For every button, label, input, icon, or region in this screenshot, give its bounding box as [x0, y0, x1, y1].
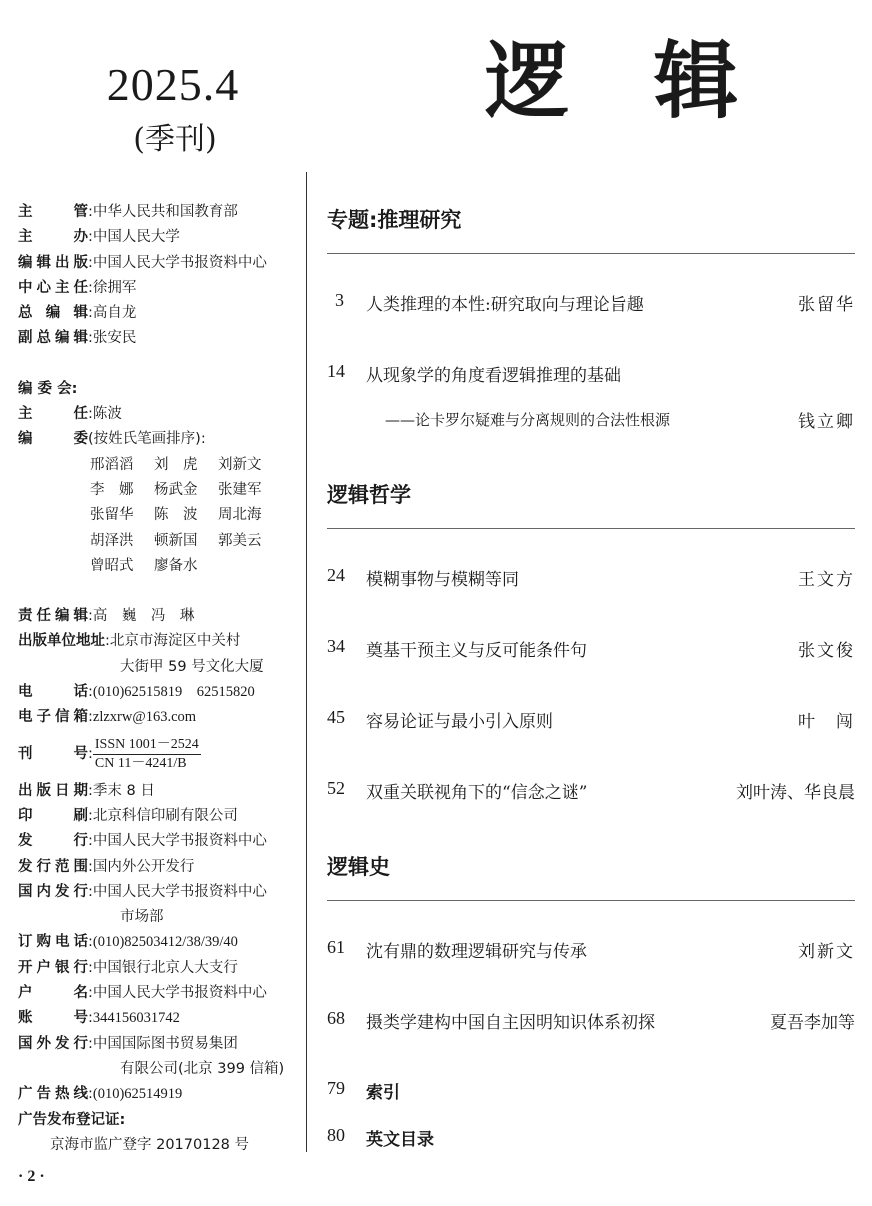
toc-page-number: 79: [327, 1078, 345, 1098]
toc-author: 刘新文: [798, 942, 855, 962]
toc-article-title: 奠基干预主义与反可能条件句: [366, 641, 587, 661]
masthead-label: 印 刷: [18, 807, 88, 824]
board-chair-row: 主 任 : 陈波: [18, 402, 303, 427]
masthead-value: 高自龙: [92, 305, 137, 322]
masthead-value-cont: 有限公司(北京 399 信箱): [120, 1060, 285, 1077]
phone: (010)62515819 62515820: [92, 684, 255, 701]
toc-page-number: 24: [327, 565, 345, 585]
masthead-value: 中国人民大学书报资料中心: [92, 985, 267, 1002]
masthead-value: (010)82503412/38/39/40: [92, 934, 238, 951]
publication-frequency: (季刊): [133, 122, 217, 157]
toc-article-subtitle: ——论卡罗尔疑难与分离规则的合法性根源: [385, 411, 671, 429]
toc-article-title: 双重关联视角下的“信念之谜”: [366, 783, 588, 803]
masthead-value: 中国国际图书贸易集团: [92, 1035, 238, 1052]
masthead-row: 副总编辑 : 张安民: [18, 326, 303, 351]
board-member: 周北海: [218, 507, 262, 524]
masthead-value: 344156031742: [92, 1010, 180, 1027]
toc-entry[interactable]: [327, 937, 855, 965]
ad-phone-row: 广告热线 : (010)62514919: [18, 1082, 303, 1107]
masthead-value: 中国人民大学书报资料中心: [92, 254, 267, 271]
editorial-board-heading: 编 委 会:: [18, 380, 78, 397]
ad-phone: (010)62514919: [92, 1086, 183, 1103]
board-members-line: [90, 453, 303, 478]
toc-entry[interactable]: [327, 636, 855, 664]
toc-page-number: 68: [327, 1008, 345, 1028]
board-members-row: [18, 427, 303, 452]
masthead-value: 北京科信印刷有限公司: [92, 807, 238, 824]
board-member: 刘 虎: [154, 456, 198, 473]
board-member: 邢滔滔: [90, 456, 134, 473]
board-members-line: [90, 478, 303, 503]
toc-section-title: 逻辑哲学: [327, 483, 411, 507]
toc-author: 张留华: [798, 295, 855, 315]
board-member: 陈 波: [154, 507, 198, 524]
editors: 高 巍 冯 琳: [92, 608, 195, 625]
board-members-note: (按姓氏笔画排序):: [88, 431, 206, 448]
masthead-value: 中国银行北京人大支行: [92, 959, 238, 976]
masthead-label: 发 行: [18, 833, 88, 850]
masthead-label: 主 管: [18, 204, 88, 220]
masthead-row: 总编辑 : 高自龙: [18, 301, 303, 326]
editors-row: 责任编辑 : 高 巍 冯 琳: [18, 604, 303, 629]
page-number: · 2 ·: [18, 1168, 45, 1185]
masthead-row: 发 行 : 中国人民大学书报资料中心: [18, 829, 303, 854]
masthead-label: 编辑出版: [18, 254, 88, 271]
toc-entry[interactable]: [327, 1008, 855, 1036]
board-members-line: [90, 554, 303, 579]
ad-registration-heading: 广告发布登记证:: [18, 1111, 126, 1128]
board-member: 曾昭式: [90, 557, 134, 574]
board-member: 郭美云: [218, 532, 262, 549]
masthead-row: 户 名 : 中国人民大学书报资料中心: [18, 981, 303, 1006]
masthead-label: 广告热线: [18, 1086, 88, 1103]
masthead-label: 开户银行: [18, 959, 88, 976]
board-members-line: [90, 529, 303, 554]
section-divider: [327, 528, 855, 529]
issue-number: 2025.4: [106, 59, 240, 110]
toc-entry[interactable]: [327, 290, 855, 318]
board-member: 张建军: [218, 481, 262, 498]
masthead-row: 订购电话 : (010)82503412/38/39/40: [18, 930, 303, 955]
masthead-value: 中国人民大学书报资料中心: [92, 883, 267, 900]
masthead-label: 总编辑: [18, 305, 88, 322]
ad-registration: 京海市监广登字 20170128 号: [50, 1136, 250, 1153]
foreign-row: 国外发行 : 中国国际图书贸易集团: [18, 1032, 303, 1057]
toc-author: 夏吾李加等: [770, 1013, 855, 1033]
toc-entry[interactable]: [327, 778, 855, 806]
masthead-row: 出版日期 : 季末 8 日: [18, 779, 303, 804]
toc-entry[interactable]: [327, 565, 855, 593]
board-chair: 陈波: [92, 406, 122, 423]
masthead-row: 主 办 : 中国人民大学: [18, 225, 303, 250]
cn-number: CN 11－4241/B: [94, 756, 187, 772]
masthead-value: 中国人民大学书报资料中心: [92, 833, 267, 850]
masthead-row: 中心主任 : 徐拥军: [18, 276, 303, 301]
toc-entry-author-line: [327, 407, 855, 435]
masthead-row: 发行范围 : 国内外公开发行: [18, 855, 303, 880]
masthead-label: 电子信箱: [18, 709, 88, 726]
masthead-label: 出版日期: [18, 782, 88, 799]
toc-article-title: 从现象学的角度看逻辑推理的基础: [366, 366, 621, 386]
toc-entry[interactable]: [327, 1125, 855, 1153]
toc-page-number: 80: [327, 1125, 345, 1145]
section-divider: [327, 900, 855, 901]
masthead-label: 发行范围: [18, 858, 88, 875]
masthead-value-cont: 市场部: [120, 909, 164, 926]
board-member: 廖备水: [154, 557, 198, 574]
masthead-value: 中国人民大学: [92, 229, 180, 246]
board-members-list: [18, 453, 303, 579]
masthead-value: 季末 8 日: [92, 782, 155, 799]
toc-article-title: 沈有鼎的数理逻辑研究与传承: [366, 942, 587, 962]
board-member: 李 娜: [90, 481, 134, 498]
email-link[interactable]: zlzxrw@163.com: [92, 709, 197, 726]
toc-page-number: 34: [327, 636, 345, 656]
column-divider: [306, 172, 307, 1152]
board-member: 杨武金: [154, 481, 198, 498]
toc-author: 叶 闯: [798, 712, 855, 732]
toc-entry[interactable]: [327, 1078, 855, 1106]
masthead-value: 徐拥军: [92, 279, 137, 296]
masthead-label: 国外发行: [18, 1035, 88, 1052]
address-row: 出版单位地址 : 北京市海淀区中关村: [18, 629, 303, 654]
masthead-label: 国内发行: [18, 883, 88, 900]
toc-page-number: 45: [327, 707, 345, 727]
phone-row: 电 话 : (010)62515819 62515820: [18, 680, 303, 705]
masthead-label: 副总编辑: [18, 330, 88, 347]
toc-entry[interactable]: [327, 361, 855, 389]
issn: ISSN 1001－2524: [93, 736, 201, 755]
masthead-row: 账 号 : 344156031742: [18, 1006, 303, 1031]
issn-row: 刊 号 : ISSN 1001－2524 CN 11－4241/B: [18, 737, 199, 772]
address-line: 北京市海淀区中关村: [109, 633, 241, 650]
masthead-label: 电 话: [18, 684, 88, 701]
masthead-label: 中心主任: [18, 279, 88, 296]
masthead-label: 责任编辑: [18, 608, 88, 625]
toc-section-title: 逻辑史: [327, 855, 390, 879]
address-line: 大街甲 59 号文化大厦: [120, 658, 264, 675]
toc-entry[interactable]: [327, 707, 855, 735]
toc-page-number: 52: [327, 778, 345, 798]
masthead-label: 户 名: [18, 985, 88, 1002]
email-row: 电子信箱 : zlzxrw@163.com: [18, 705, 303, 730]
masthead-label: 刊 号: [18, 745, 88, 762]
masthead-label: 出版单位地址: [18, 633, 105, 650]
masthead-row: 编辑出版 : 中国人民大学书报资料中心: [18, 251, 303, 276]
board-members-line: [90, 503, 303, 528]
toc-article-title: 摄类学建构中国自主因明知识体系初探: [366, 1013, 655, 1033]
masthead-label: 账 号: [18, 1010, 88, 1027]
masthead-row: 印 刷 : 北京科信印刷有限公司: [18, 804, 303, 829]
toc-section-title: 专题:推理研究: [327, 208, 462, 232]
masthead-row: 开户银行 : 中国银行北京人大支行: [18, 956, 303, 981]
board-member: 顿新国: [154, 532, 198, 549]
toc-article-title: 容易论证与最小引入原则: [366, 712, 553, 732]
toc-article-title: 人类推理的本性:研究取向与理论旨趣: [366, 295, 644, 315]
toc-page-number: 3: [335, 290, 344, 310]
masthead-rows-primary: [18, 200, 303, 352]
toc-author: 钱立卿: [798, 412, 855, 432]
masthead-value: 张安民: [92, 330, 137, 347]
toc-author: 刘叶涛、华良晨: [736, 783, 855, 803]
board-member: 刘新文: [218, 456, 262, 473]
toc-page-number: 14: [327, 361, 345, 381]
board-member: 胡泽洪: [90, 532, 134, 549]
toc-article-title: 模糊事物与模糊等同: [366, 570, 519, 590]
masthead-value: 国内外公开发行: [92, 858, 195, 875]
masthead-label: 主 办: [18, 229, 88, 246]
board-member: 张留华: [90, 507, 134, 524]
masthead-label: 订购电话: [18, 934, 88, 951]
masthead: [18, 200, 303, 1158]
toc-article-title: 索引: [366, 1083, 400, 1103]
masthead-label: 主 任: [18, 406, 88, 423]
domestic-row: 国内发行 : 中国人民大学书报资料中心: [18, 880, 303, 905]
section-divider: [327, 253, 855, 254]
issn-block: [93, 736, 201, 773]
journal-title: 逻辑: [485, 32, 824, 130]
toc-article-title: 英文目录: [366, 1130, 434, 1150]
masthead-value: 中华人民共和国教育部: [92, 204, 238, 220]
masthead-label: 编 委: [18, 431, 88, 448]
toc-author: 张文俊: [798, 641, 855, 661]
toc-page-number: 61: [327, 937, 345, 957]
toc-author: 王文方: [798, 570, 855, 590]
masthead-row: 主 管 : 中华人民共和国教育部: [18, 200, 303, 225]
